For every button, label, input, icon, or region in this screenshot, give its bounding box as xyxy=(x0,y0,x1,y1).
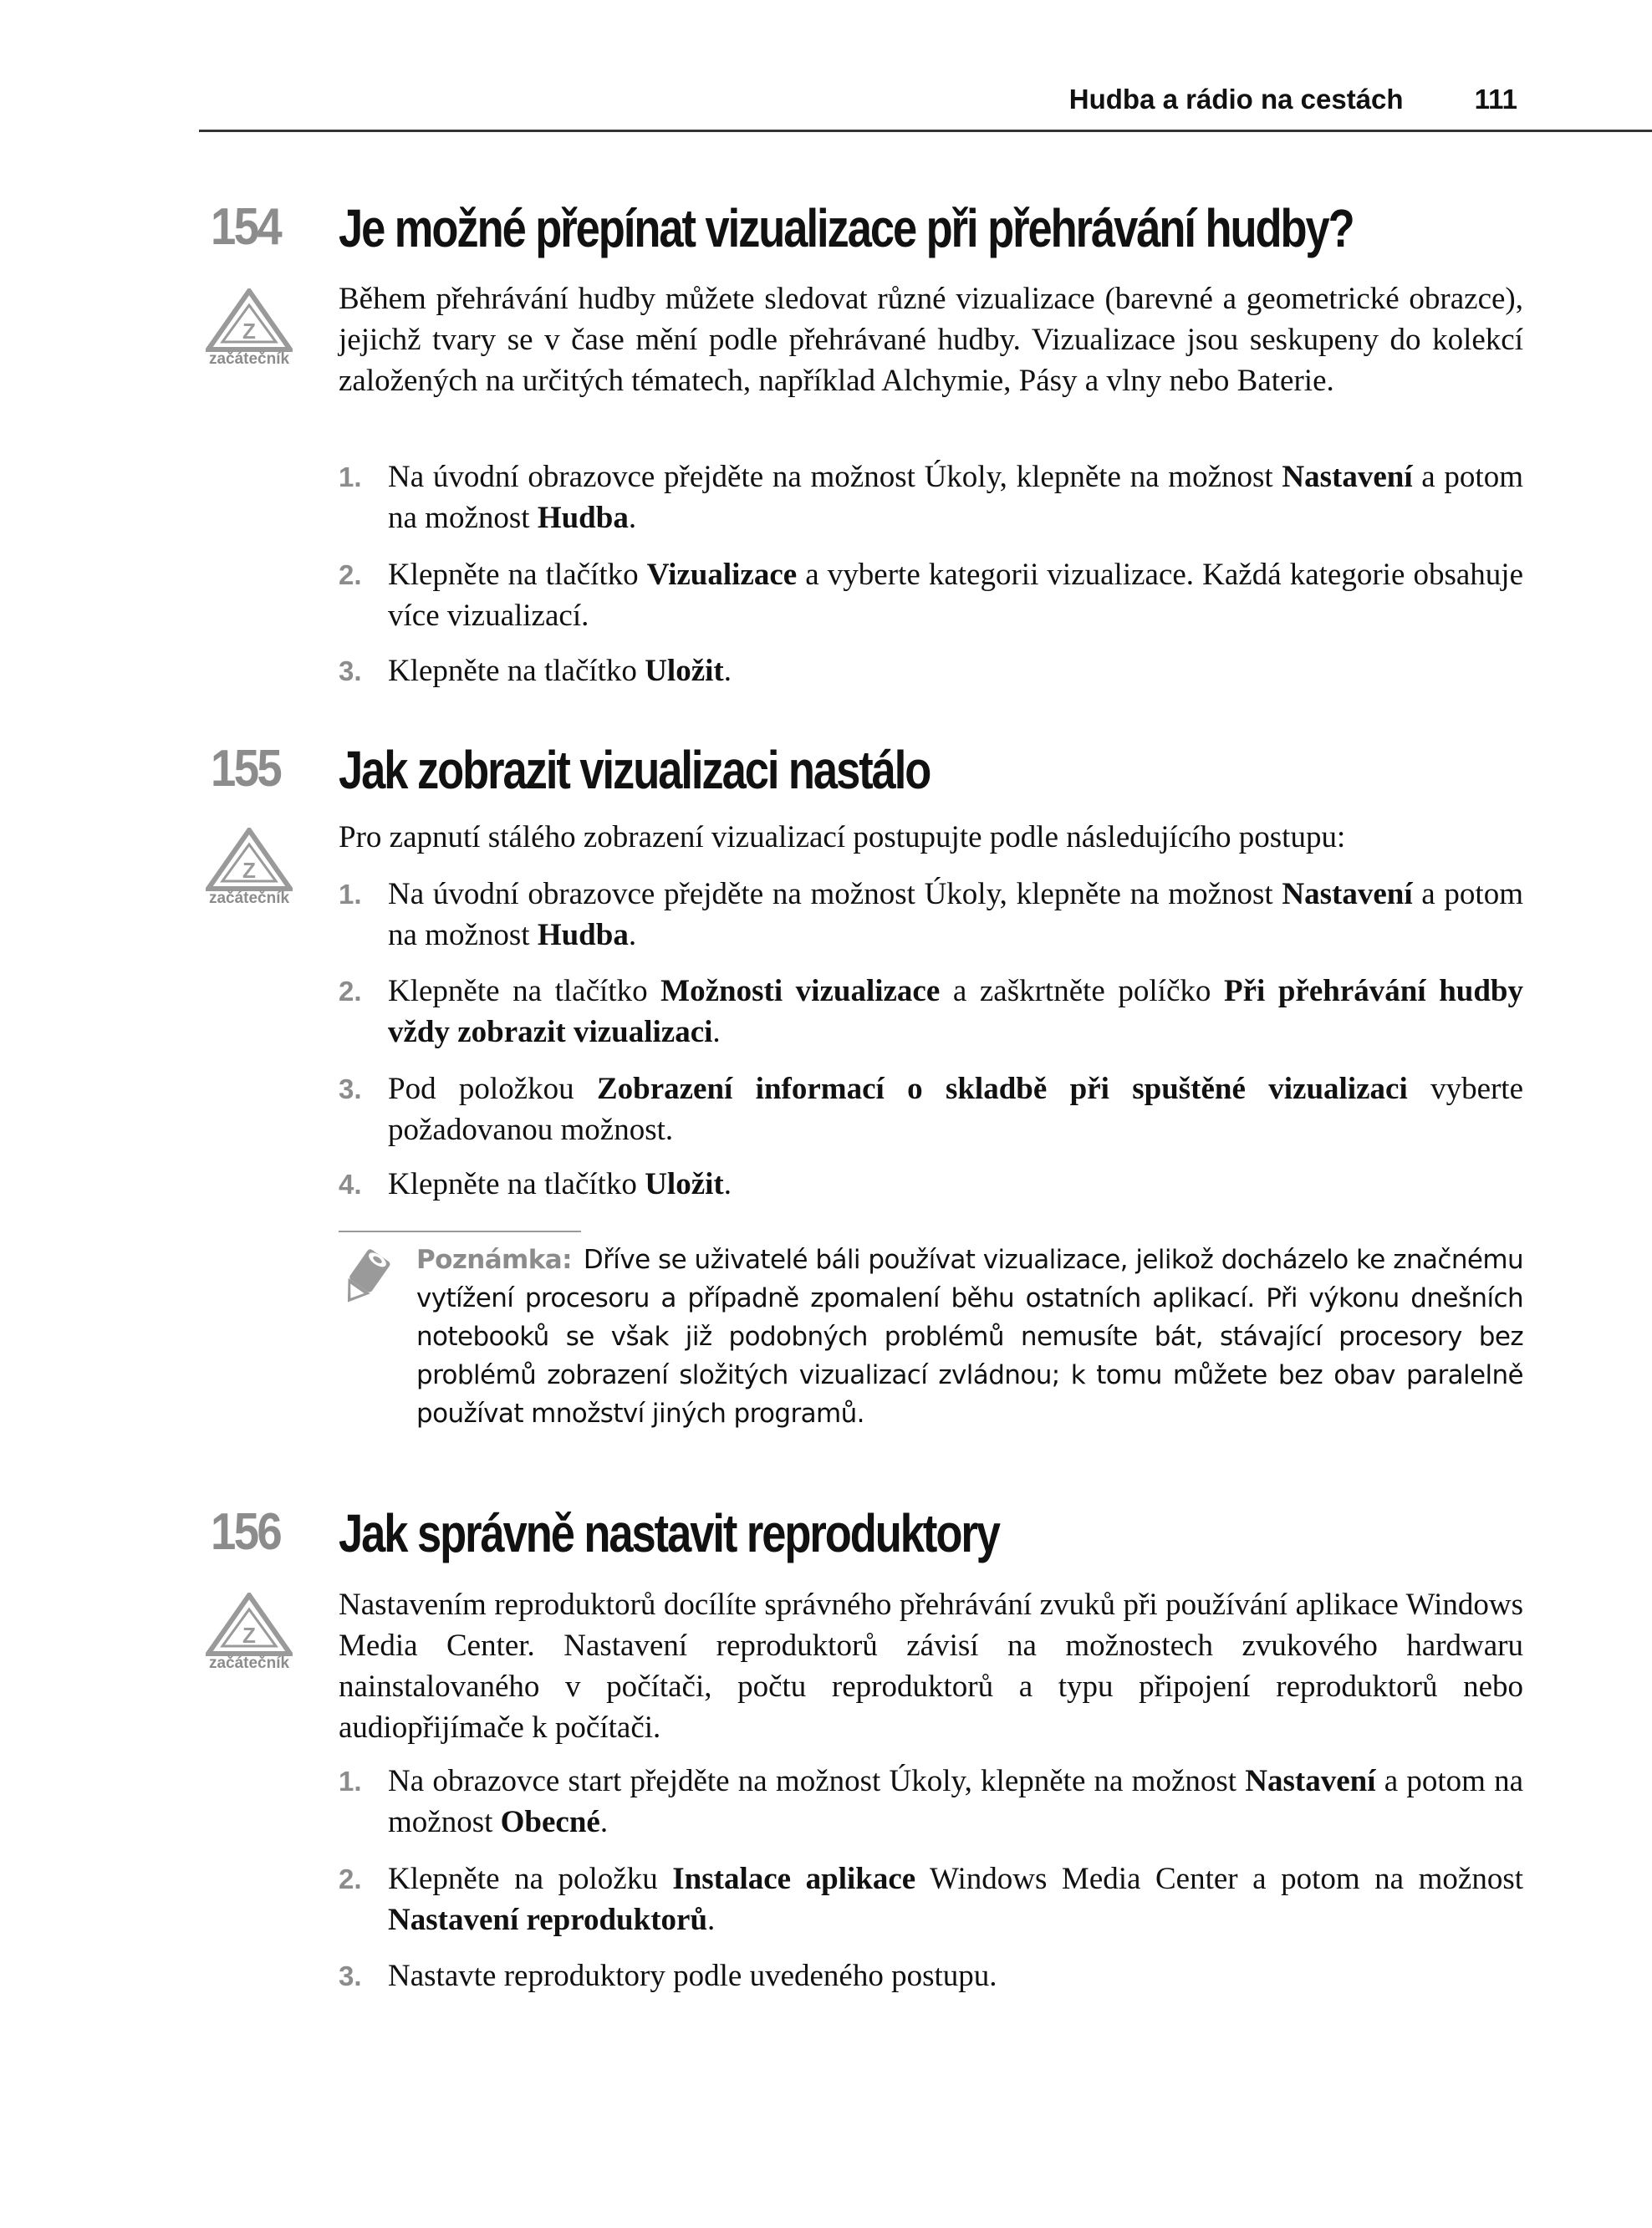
section-title: Jak zobrazit vizualizaci nastálo xyxy=(339,740,931,800)
beginner-triangle-icon xyxy=(206,828,293,891)
step-number: 1. xyxy=(339,879,362,910)
ui-term: Uložit xyxy=(645,1167,724,1201)
text-run: . xyxy=(599,1805,609,1839)
step-text xyxy=(388,456,1523,538)
section-number: 154 xyxy=(211,198,281,256)
text-run: . xyxy=(712,1015,721,1049)
step-text xyxy=(388,1858,1523,1940)
step xyxy=(339,971,1523,1053)
step-number: 3. xyxy=(339,1960,362,1991)
ui-term: Vizualizace xyxy=(646,558,798,592)
text-run: vyberte požadovanou možnost. xyxy=(388,1072,1524,1147)
beginner-triangle-icon xyxy=(206,288,293,352)
section-intro: Nastavením reproduktorů docílíte správného přehrávání zvuků při používání aplikace Windows Media Center. Nastavení reproduktorů závisí na možnostech zvukového hardwaru nainstalovaného v počítači, počtu reproduktorů a typu připojení reproduktorů nebo audiopřijímače k počítači. xyxy=(339,1588,1523,1745)
step-text xyxy=(388,1068,1523,1150)
step-text xyxy=(388,1955,1523,1996)
step-number: 1. xyxy=(339,461,362,492)
svg-text:Z: Z xyxy=(242,858,256,883)
ui-term: Instalace aplikace xyxy=(672,1862,916,1896)
text-run: Na úvodní obrazovce přejděte na možnost Úkoly, klepněte na možnost xyxy=(388,877,1282,911)
text-run: Klepněte na položku xyxy=(388,1862,673,1896)
beginner-badge xyxy=(203,828,295,908)
text-run: Klepněte na tlačítko xyxy=(388,974,661,1008)
step-text xyxy=(388,1761,1523,1843)
step-number: 2. xyxy=(339,559,362,590)
ui-term: Nastavení xyxy=(1282,460,1413,494)
step xyxy=(339,1164,1523,1205)
section-intro: Pro zapnutí stálého zobrazení vizualizací postupujte podle následujícího postupu: xyxy=(339,820,1346,854)
step-number: 3. xyxy=(339,655,362,686)
text-run: . xyxy=(723,1167,732,1201)
svg-text:Z: Z xyxy=(242,319,256,344)
badge-label: začátečník xyxy=(208,1654,290,1672)
ui-term: Hudba xyxy=(537,501,629,535)
text-run: Klepněte na tlačítko xyxy=(388,1167,645,1201)
page-number: 111 xyxy=(1474,84,1517,115)
step xyxy=(339,554,1523,636)
step xyxy=(339,456,1523,538)
note-text: Dříve se uživatelé báli používat vizualizace, jelikož docházelo ke značnému vytížení procesoru a případně zpomalení běhu ostatních aplikací. Při výkonu dnešních notebooků se však již podobných problémů nemusíte bát, stávající procesory bez problémů zobrazení složitých vizualizací zvládnou; k tomu můžete bez obav paralelně používat množství jiných programů. xyxy=(416,1245,1523,1429)
step xyxy=(339,1955,1523,1996)
note-box xyxy=(416,1241,1523,1433)
text-run: a zaškrtněte políčko xyxy=(940,974,1224,1008)
beginner-badge xyxy=(203,288,295,369)
chapter-title: Hudba a rádio na cestách xyxy=(1068,84,1404,115)
step-text xyxy=(388,971,1523,1053)
step xyxy=(339,874,1523,956)
ui-term: Obecné xyxy=(500,1805,600,1839)
step xyxy=(339,650,1523,691)
text-run: Nastavte reproduktory podle uvedeného postupu. xyxy=(388,1959,997,1993)
ui-term: Uložit xyxy=(645,654,724,688)
text-run: a potom na možnost xyxy=(388,877,1523,952)
text-run: a potom na možnost xyxy=(388,1764,1523,1839)
text-run: Pod položkou xyxy=(388,1072,597,1106)
text-run: . xyxy=(628,501,637,535)
step xyxy=(339,1068,1523,1150)
section-intro: Během přehrávání hudby můžete sledovat různé vizualizace (barevné a geometrické obrazce), jejichž tvary se v čase mění podle přehrávané hudby. Vizualizace jsou seskupeny do kolekcí založených na určitých tématech, například Alchymie, Pásy a vlny nebo Baterie. xyxy=(339,282,1523,398)
svg-text:Z: Z xyxy=(242,1623,256,1648)
ui-term: Nastavení reproduktorů xyxy=(388,1903,708,1937)
text-run: a vyberte kategorii vizualizace. Každá kategorie obsahuje více vizualizací. xyxy=(388,558,1523,633)
ui-term: Zobrazení informací o skladbě při spuštěné vizualizaci xyxy=(596,1072,1408,1106)
text-run: . xyxy=(707,1903,716,1937)
text-run: Klepněte na tlačítko xyxy=(388,654,645,688)
step-number: 3. xyxy=(339,1073,362,1104)
pencil-note-icon xyxy=(334,1246,395,1315)
step-number: 2. xyxy=(339,976,362,1007)
header-rule xyxy=(199,130,1652,132)
step xyxy=(339,1761,1523,1843)
note-divider xyxy=(339,1231,581,1232)
running-header xyxy=(0,84,1517,115)
step-number: 4. xyxy=(339,1169,362,1200)
step-text xyxy=(388,874,1523,956)
text-run: . xyxy=(628,918,637,952)
text-run: . xyxy=(723,654,732,688)
ui-term: Hudba xyxy=(537,918,629,952)
note-label: Poznámka: xyxy=(416,1245,572,1275)
beginner-triangle-icon xyxy=(206,1593,293,1656)
section-number: 155 xyxy=(211,740,281,798)
ui-term: Nastavení xyxy=(1282,877,1413,911)
ui-term: Nastavení xyxy=(1245,1764,1376,1798)
step-text xyxy=(388,554,1523,636)
ui-term: Při přehrávání hudby vždy zobrazit vizualizaci xyxy=(388,974,1524,1049)
section-number: 156 xyxy=(211,1503,281,1561)
beginner-badge xyxy=(203,1593,295,1673)
step-number: 1. xyxy=(339,1766,362,1797)
text-run: Na úvodní obrazovce přejděte na možnost Úkoly, klepněte na možnost xyxy=(388,460,1282,494)
step xyxy=(339,1858,1523,1940)
section-title: Jak správně nastavit reproduktory xyxy=(339,1503,999,1563)
badge-label: začátečník xyxy=(208,350,290,368)
step-number: 2. xyxy=(339,1863,362,1894)
text-run: Na obrazovce start přejděte na možnost Úkoly, klepněte na možnost xyxy=(388,1764,1246,1798)
step-text xyxy=(388,650,1523,691)
text-run: Windows Media Center a potom na možnost xyxy=(915,1862,1524,1896)
text-run: Klepněte na tlačítko xyxy=(388,558,647,592)
text-run: a potom na možnost xyxy=(388,460,1523,535)
step-text xyxy=(388,1164,1523,1205)
badge-label: začátečník xyxy=(208,890,290,907)
ui-term: Možnosti vizualizace xyxy=(660,974,941,1008)
section-title: Je možné přepínat vizualizace při přehrávání hudby? xyxy=(339,198,1354,258)
